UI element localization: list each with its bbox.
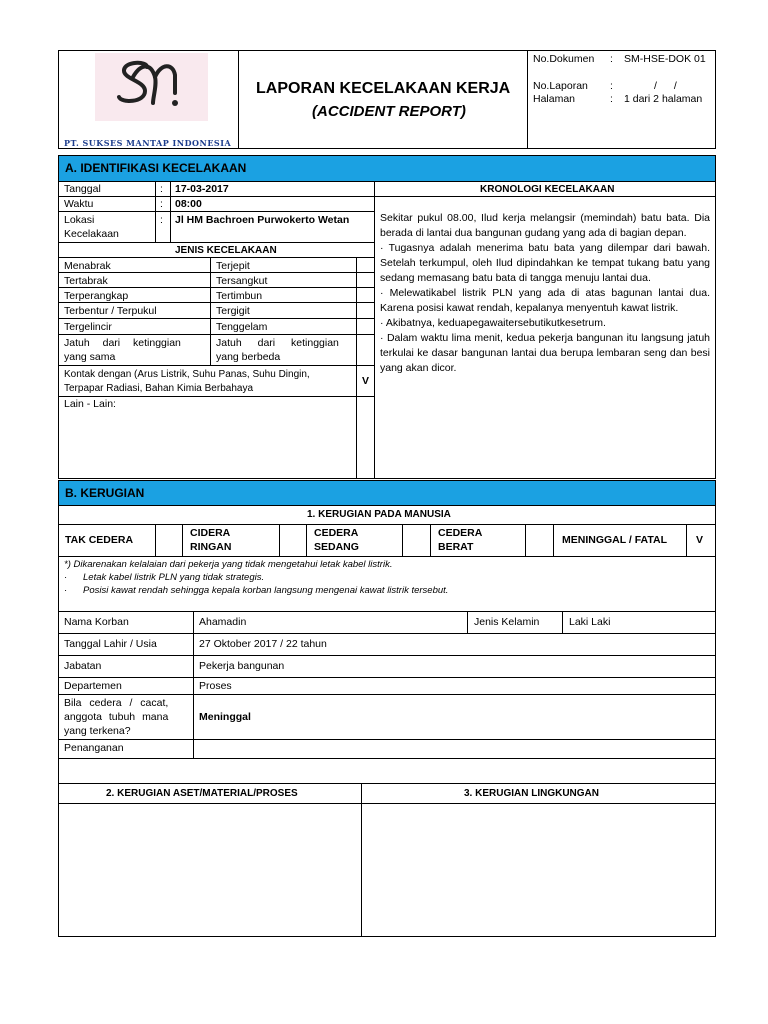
victim-name-label: Nama Korban — [64, 616, 129, 628]
a-line — [58, 318, 374, 319]
type-kontak-mark: V — [362, 375, 370, 387]
page-label: Halaman — [533, 93, 576, 105]
chronology-line: · Tugasnya adalah menerima batu bata yang dilempar dari bawah. Setelah terkumpul, oleh Ilud dipindahkan ke tempat tukang batu yang sedang memasang batu bata di tangga menuju lantai dua. — [380, 242, 710, 284]
victim-name-value: Ahamadin — [199, 616, 247, 628]
a-line — [58, 242, 374, 243]
b-line — [58, 655, 716, 656]
cidera-ringan-2: RINGAN — [190, 541, 232, 553]
a-line — [58, 365, 374, 366]
b-line — [58, 694, 716, 695]
chronology-line: · Akibatnya, keduapegawaitersebutikutkesetrum. — [380, 317, 606, 329]
cidera-ringan-1: CIDERA — [190, 527, 231, 539]
chronology-line: Sekitar pukul 08.00, Ilud kerja melangsir (memindah) batu bata. Dia berada di lantai dua bangunan gudang yang ada di bagian depan. — [380, 212, 710, 239]
time-label: Waktu — [64, 198, 94, 210]
injury-label-3: yang terkena? — [64, 725, 131, 737]
header-divider-left — [238, 50, 239, 149]
doc-no-label: No.Dokumen — [533, 53, 595, 65]
type-jatuh-sama-2: yang sama — [64, 351, 116, 363]
type-terjepit: Terjepit — [216, 260, 250, 272]
a-line — [374, 196, 716, 197]
report-no-colon: : — [610, 80, 613, 92]
section-a-title: A. IDENTIFIKASI KECELAKAAN — [65, 161, 247, 175]
page-colon: : — [610, 93, 613, 105]
b-line — [58, 739, 716, 740]
company-logo — [95, 53, 208, 121]
time-colon: : — [160, 198, 163, 210]
date-colon: : — [160, 183, 163, 195]
type-menabrak: Menabrak — [64, 260, 111, 272]
a-line — [210, 257, 211, 365]
injury-label-1: Bila cedera / cacat, — [64, 697, 169, 709]
a-col-divider — [374, 182, 375, 479]
meninggal-fatal: MENINGGAL / FATAL — [562, 534, 667, 546]
note-line: *) Dikarenakan kelalaian dari pekerja yang tidak mengetahui letak kabel listrik. — [64, 559, 393, 570]
b-line — [562, 611, 563, 633]
b-line — [182, 524, 183, 556]
dept-label: Departemen — [64, 680, 122, 692]
b-line — [306, 524, 307, 556]
type-terperangkap: Terperangkap — [64, 290, 129, 302]
type-tenggelam: Tenggelam — [216, 321, 268, 333]
type-tersangkut: Tersangkut — [216, 275, 268, 287]
cedera-berat-1: CEDERA — [438, 527, 483, 539]
tak-cedera: TAK CEDERA — [65, 534, 134, 546]
chronology-text — [380, 211, 710, 376]
b-line — [402, 524, 403, 556]
a-line — [356, 257, 357, 479]
report-title: LAPORAN KECELAKAAN KERJA — [256, 80, 511, 97]
handling-label: Penanganan — [64, 742, 124, 754]
b-line — [58, 556, 716, 557]
env-loss-title: 3. KERUGIAN LINGKUNGAN — [464, 788, 600, 799]
b-line — [58, 803, 716, 804]
note-line: · Posisi kawat rendah sehingga kepala korban langsung mengenai kawat listrik tersebut. — [64, 585, 449, 596]
b-line — [430, 524, 431, 556]
type-tertimbun: Tertimbun — [216, 290, 263, 302]
chronology-line: · Dalam waktu lima menit, kedua pekerja bangunan itu langsung jatuh terkulai ke dasar bangunan lantai dua berupa lembaran seng dan besi yang akan dicor. — [380, 332, 710, 374]
a-line — [58, 211, 374, 212]
cedera-sedang-1: CEDERA — [314, 527, 359, 539]
b-line — [58, 677, 716, 678]
b-line — [193, 611, 194, 758]
section-b-bar — [58, 480, 716, 506]
position-label: Jabatan — [64, 660, 102, 672]
note-line: · Letak kabel listrik PLN yang tidak strategis. — [64, 572, 265, 583]
dob-value: 27 Oktober 2017 / 22 tahun — [199, 638, 327, 650]
type-jatuh-sama-1: Jatuh dari ketinggian — [64, 337, 181, 349]
type-tertabrak: Tertabrak — [64, 275, 108, 287]
doc-no-value: SM-HSE-DOK 01 — [624, 53, 706, 65]
meninggal-mark: V — [696, 534, 704, 546]
cedera-sedang-2: SEDANG — [314, 541, 359, 553]
type-terbentur: Terbentur / Terpukul — [64, 305, 157, 317]
type-kontak-1: Kontak dengan (Arus Listrik, Suhu Panas, Suhu Dingin, — [64, 369, 310, 380]
b-line — [361, 783, 362, 937]
chronology-title: KRONOLOGI KECELAKAAN — [480, 184, 615, 195]
type-tergigit: Tergigit — [216, 305, 250, 317]
a-line — [155, 182, 156, 242]
b-line — [553, 524, 554, 556]
type-lain: Lain - Lain: — [64, 398, 116, 410]
injury-value: Meninggal — [199, 711, 251, 723]
a-line — [58, 396, 374, 397]
dob-label: Tanggal Lahir / Usia — [64, 638, 157, 650]
dept-value: Proses — [199, 680, 232, 692]
b-line — [467, 611, 468, 633]
b-line — [686, 524, 687, 556]
a-line — [58, 196, 374, 197]
report-subtitle: (ACCIDENT REPORT) — [312, 103, 466, 120]
doc-no-colon: : — [610, 53, 613, 65]
b-line — [58, 783, 716, 784]
date-value: 17-03-2017 — [175, 183, 229, 195]
section-b-title: B. KERUGIAN — [65, 486, 145, 500]
b-line — [58, 524, 716, 525]
type-jatuh-beda-1: Jatuh dari ketinggian — [216, 337, 339, 349]
types-title: JENIS KECELAKAAN — [175, 245, 277, 256]
time-value: 08:00 — [175, 198, 202, 210]
a-line — [58, 257, 374, 258]
date-label: Tanggal — [64, 183, 101, 195]
injury-label-2: anggota tubuh mana — [64, 711, 169, 723]
page-value: 1 dari 2 halaman — [624, 93, 703, 105]
chronology-line: · Melewatikabel listrik PLN yang ada di atas bagunan lantai dua. Karena posisi kawat rendah, kepalanya menyentuh kawat listrik. — [380, 287, 710, 314]
b-line — [155, 524, 156, 556]
report-no-label: No.Laporan — [533, 80, 588, 92]
location-label-2: Kecelakaan — [64, 228, 119, 240]
asset-loss-title: 2. KERUGIAN ASET/MATERIAL/PROSES — [106, 788, 298, 799]
b-line — [279, 524, 280, 556]
type-jatuh-beda-2: yang berbeda — [216, 351, 281, 363]
type-tergelincir: Tergelincir — [64, 321, 112, 333]
b-line — [58, 611, 716, 612]
header-divider-right — [527, 50, 528, 149]
logo-sm-icon — [95, 53, 208, 121]
cedera-berat-2: BERAT — [438, 541, 474, 553]
gender-label: Jenis Kelamin — [474, 616, 540, 628]
company-name: PT. SUKSES MANTAP INDONESIA — [64, 138, 232, 148]
b-line — [525, 524, 526, 556]
gender-value: Laki Laki — [569, 616, 611, 628]
location-label-1: Lokasi — [64, 214, 95, 226]
a-line — [170, 182, 171, 242]
report-no-value: / / — [654, 80, 677, 92]
type-kontak-2: Terpapar Radiasi, Bahan Kimia Berbahaya — [64, 383, 253, 394]
b-line — [58, 633, 716, 634]
a-line — [58, 334, 374, 335]
human-loss-title: 1. KERUGIAN PADA MANUSIA — [307, 509, 451, 520]
location-value: Jl HM Bachroen Purwokerto Wetan — [175, 214, 350, 226]
position-value: Pekerja bangunan — [199, 660, 285, 672]
b-line — [58, 758, 716, 759]
location-colon: : — [160, 214, 163, 226]
